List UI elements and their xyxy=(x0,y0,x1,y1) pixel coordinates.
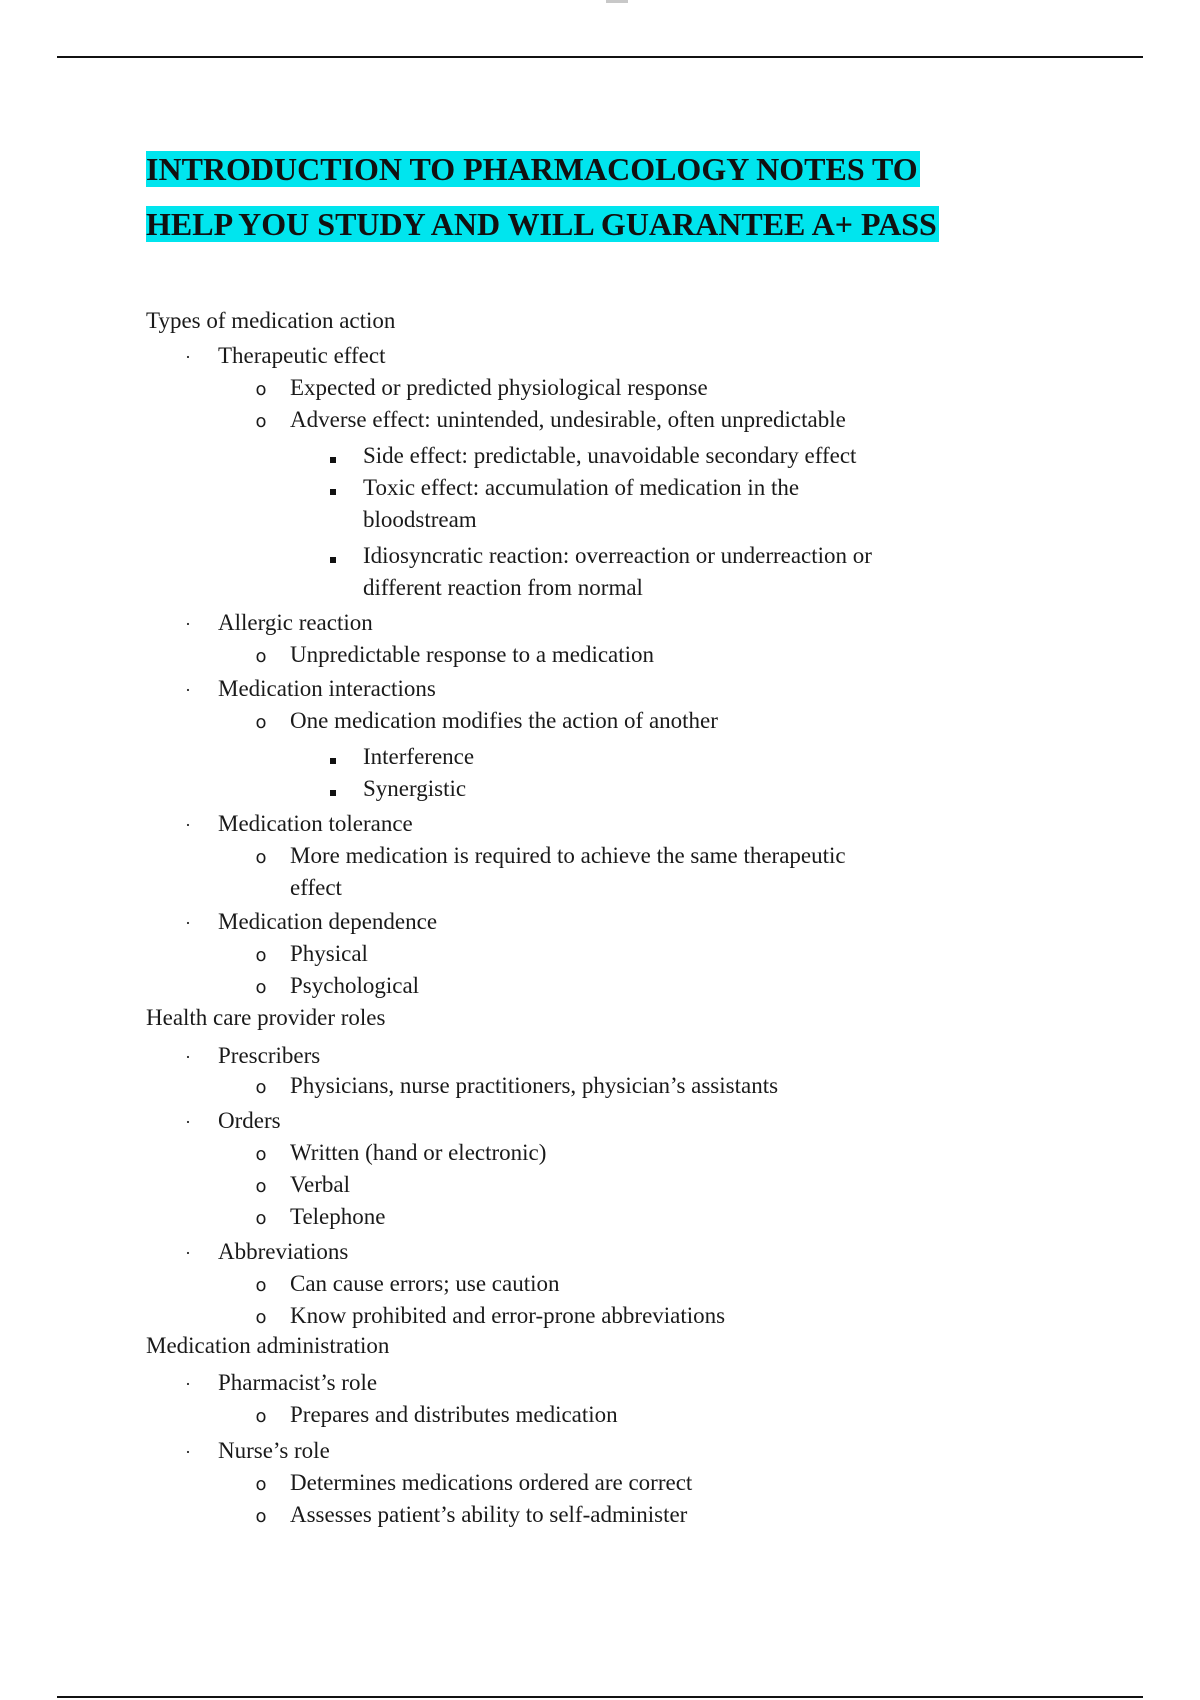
bullet-dot-icon: · xyxy=(185,1243,191,1263)
bullet-circle-icon: o xyxy=(255,1176,267,1197)
title-line-1: INTRODUCTION TO PHARMACOLOGY NOTES TO xyxy=(146,151,918,187)
section-heading: Medication administration xyxy=(146,1333,390,1358)
list-item: Synergistic xyxy=(363,776,467,801)
list-item: different reaction from normal xyxy=(363,575,643,600)
bullet-dot-icon: · xyxy=(185,1112,191,1132)
list-item: Medication dependence xyxy=(218,909,438,934)
list-item: bloodstream xyxy=(363,507,477,532)
bullet-dot-icon: · xyxy=(185,1374,191,1394)
section-heading: Health care provider roles xyxy=(146,1005,386,1030)
bullet-circle-icon: o xyxy=(255,977,267,998)
bullet-square-icon xyxy=(323,440,343,472)
bullet-circle-icon: o xyxy=(255,411,267,432)
bullet-dot-icon: · xyxy=(185,680,191,700)
bullet-square-icon xyxy=(323,472,343,504)
bullet-dot-icon: · xyxy=(185,815,191,835)
list-item: Orders xyxy=(218,1108,281,1133)
bullet-square-icon xyxy=(323,540,343,572)
list-item: Telephone xyxy=(290,1204,386,1229)
bullet-dot-icon: · xyxy=(185,1442,191,1462)
list-item: Toxic effect: accumulation of medication in the xyxy=(363,475,800,500)
list-item: Allergic reaction xyxy=(218,610,373,635)
list-item: Medication interactions xyxy=(218,676,436,701)
list-item: Prepares and distributes medication xyxy=(290,1402,618,1427)
document-title xyxy=(146,142,939,252)
list-item: Abbreviations xyxy=(218,1239,349,1264)
bullet-square-icon xyxy=(323,741,343,773)
list-item: Idiosyncratic reaction: overreaction or underreaction or xyxy=(363,543,872,568)
bullet-circle-icon: o xyxy=(255,1077,267,1098)
bullet-dot-icon: · xyxy=(185,1047,191,1067)
list-item: Can cause errors; use caution xyxy=(290,1271,560,1296)
list-item: Determines medications ordered are correct xyxy=(290,1470,693,1495)
list-item: Therapeutic effect xyxy=(218,343,386,368)
list-item: Psychological xyxy=(290,973,420,998)
bullet-circle-icon: o xyxy=(255,1144,267,1165)
list-item: Written (hand or electronic) xyxy=(290,1140,547,1165)
bullet-circle-icon: o xyxy=(255,945,267,966)
list-item: Interference xyxy=(363,744,475,769)
bullet-circle-icon: o xyxy=(255,646,267,667)
bullet-dot-icon: · xyxy=(185,913,191,933)
bullet-circle-icon: o xyxy=(255,847,267,868)
list-item: Assesses patient’s ability to self-administer xyxy=(290,1502,688,1527)
bullet-dot-icon: · xyxy=(185,347,191,367)
bullet-circle-icon: o xyxy=(255,1307,267,1328)
bullet-square-icon xyxy=(323,773,343,805)
bullet-circle-icon: o xyxy=(255,1275,267,1296)
bullet-circle-icon: o xyxy=(255,1506,267,1527)
list-item: Expected or predicted physiological response xyxy=(290,375,708,400)
list-item: Adverse effect: unintended, undesirable, often unpredictable xyxy=(290,407,846,432)
list-item: Medication tolerance xyxy=(218,811,413,836)
bullet-circle-icon: o xyxy=(255,712,267,733)
bullet-dot-icon: · xyxy=(185,614,191,634)
bullet-circle-icon: o xyxy=(255,1208,267,1229)
list-item: Side effect: predictable, unavoidable secondary effect xyxy=(363,443,857,468)
list-item: effect xyxy=(290,875,342,900)
footer-rule xyxy=(57,1696,1143,1698)
list-item: Nurse’s role xyxy=(218,1438,330,1463)
bullet-circle-icon: o xyxy=(255,1474,267,1495)
list-item: Know prohibited and error-prone abbreviations xyxy=(290,1303,726,1328)
title-line-2: HELP YOU STUDY AND WILL GUARANTEE A+ PASS xyxy=(146,206,937,242)
bullet-circle-icon: o xyxy=(255,1406,267,1427)
bullet-circle-icon: o xyxy=(255,379,267,400)
section-heading: Types of medication action xyxy=(146,308,396,333)
list-item: One medication modifies the action of another xyxy=(290,708,718,733)
list-item: Unpredictable response to a medication xyxy=(290,642,655,667)
list-item: Physical xyxy=(290,941,368,966)
list-item: Physicians, nurse practitioners, physician’s assistants xyxy=(290,1073,779,1098)
list-item: Pharmacist’s role xyxy=(218,1370,378,1395)
list-item: Verbal xyxy=(290,1172,351,1197)
list-item: Prescribers xyxy=(218,1043,321,1068)
list-item: More medication is required to achieve the same therapeutic xyxy=(290,843,846,868)
header-rule xyxy=(57,56,1143,58)
scroll-indicator xyxy=(606,0,628,3)
